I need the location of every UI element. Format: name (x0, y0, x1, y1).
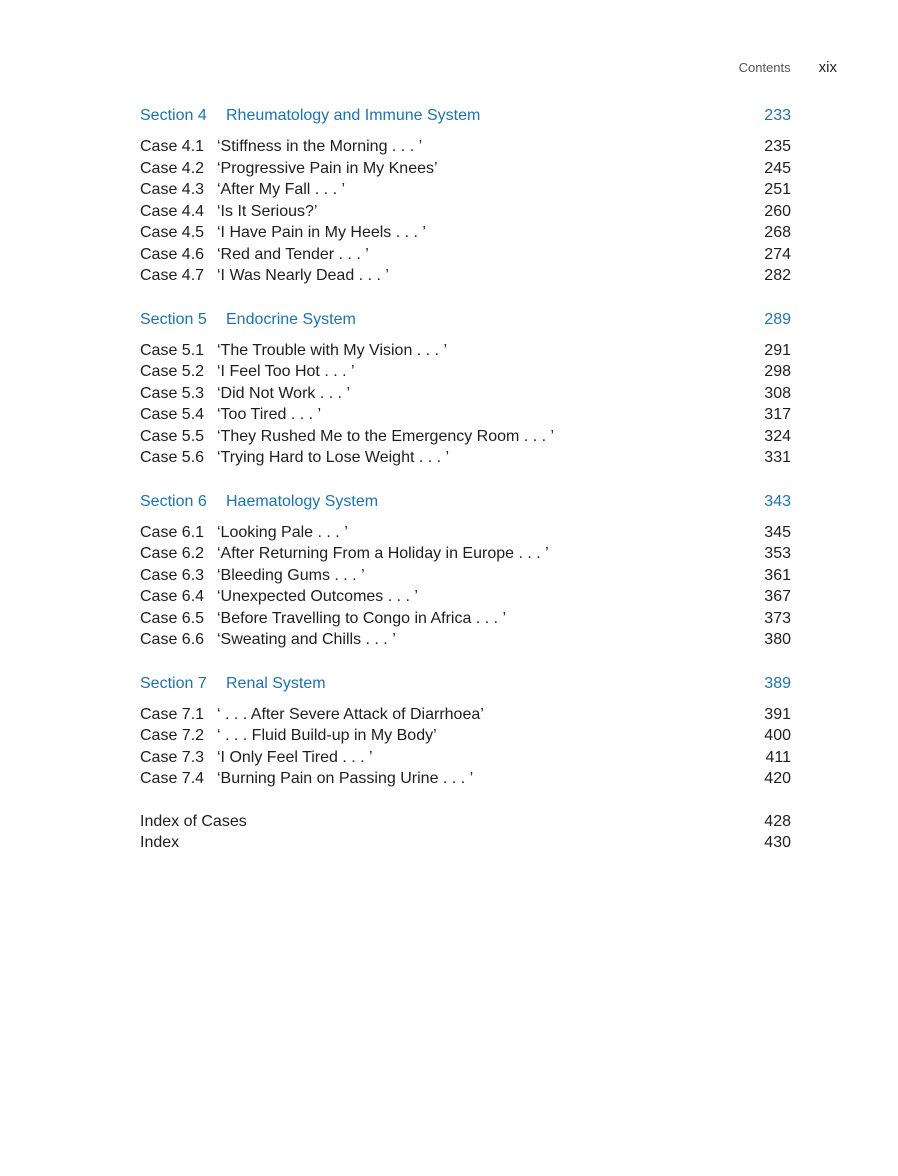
toc-section (140, 490, 791, 651)
section-title: Renal System (226, 674, 326, 692)
case-label: Case 7.4 (140, 770, 205, 787)
toc-case-entry[interactable] (140, 361, 791, 383)
section-page: 343 (764, 492, 791, 510)
case-page: 400 (764, 727, 791, 744)
toc-case-entry[interactable] (140, 426, 791, 448)
case-label: Case 5.5 (140, 427, 205, 445)
section-heading[interactable] (140, 104, 791, 128)
section-heading[interactable] (140, 308, 791, 332)
back-matter (140, 811, 791, 854)
toc-section (140, 104, 791, 287)
case-page: 331 (764, 449, 791, 466)
case-page: 367 (764, 588, 791, 605)
section-heading[interactable] (140, 490, 791, 514)
running-title: Contents (738, 60, 791, 75)
section-label: Section 5 (140, 310, 207, 328)
case-page: 317 (764, 406, 791, 423)
toc-case-entry[interactable] (140, 265, 791, 287)
case-label: Case 5.1 (140, 341, 205, 359)
back-matter-page: 428 (764, 812, 791, 830)
case-title: ‘After Returning From a Holiday in Europe . . . ’ (217, 545, 549, 562)
toc-case-entry[interactable] (140, 222, 791, 244)
section-page: 289 (764, 310, 791, 328)
back-matter-page: 430 (764, 834, 791, 851)
case-title: ‘I Was Nearly Dead . . . ’ (217, 267, 389, 284)
case-label: Case 6.6 (140, 631, 205, 648)
case-title: ‘Too Tired . . . ’ (217, 406, 322, 423)
toc-case-entry[interactable] (140, 404, 791, 426)
case-label: Case 6.5 (140, 609, 205, 627)
case-page: 235 (764, 138, 791, 155)
case-title: ‘Unexpected Outcomes . . . ’ (217, 588, 418, 605)
case-title: ‘Before Travelling to Congo in Africa . . . ’ (217, 609, 507, 627)
toc-case-entry[interactable] (140, 629, 791, 651)
case-page: 251 (764, 181, 791, 198)
case-page: 345 (764, 523, 791, 541)
toc-case-entry[interactable] (140, 447, 791, 469)
section-title: Endocrine System (226, 310, 356, 328)
case-label: Case 4.4 (140, 202, 205, 220)
case-title: ‘Is It Serious?’ (217, 202, 318, 220)
case-label: Case 6.4 (140, 588, 205, 605)
toc-case-entry[interactable] (140, 136, 791, 158)
case-label: Case 4.3 (140, 181, 205, 198)
toc-case-entry[interactable] (140, 383, 791, 405)
case-label: Case 5.2 (140, 363, 205, 380)
section-page: 233 (764, 107, 791, 124)
section-title: Rheumatology and Immune System (226, 107, 481, 124)
case-page: 353 (764, 545, 791, 562)
toc-case-entry[interactable] (140, 747, 791, 769)
case-title: ‘I Only Feel Tired . . . ’ (217, 748, 373, 766)
case-title: ‘Burning Pain on Passing Urine . . . ’ (217, 770, 474, 787)
case-label: Case 6.1 (140, 523, 205, 541)
case-title: ‘Trying Hard to Lose Weight . . . ’ (217, 449, 450, 466)
back-matter-title: Index (140, 834, 180, 851)
case-page: 373 (764, 609, 791, 627)
case-label: Case 7.3 (140, 748, 205, 766)
section-label: Section 6 (140, 492, 207, 510)
case-page: 298 (764, 363, 791, 380)
page-number: xix (818, 59, 837, 76)
back-matter-entry[interactable] (140, 811, 791, 833)
case-label: Case 7.2 (140, 727, 205, 744)
toc-case-entry[interactable] (140, 340, 791, 362)
section-title: Haematology System (226, 492, 379, 510)
case-title: ‘ . . . After Severe Attack of Diarrhoea’ (217, 705, 484, 723)
toc-case-entry[interactable] (140, 543, 791, 565)
case-title: ‘Sweating and Chills . . . ’ (217, 631, 396, 648)
case-title: ‘The Trouble with My Vision . . . ’ (217, 341, 448, 359)
back-matter-entry[interactable] (140, 832, 791, 854)
toc-section (140, 672, 791, 790)
case-title: ‘Stiffness in the Morning . . . ’ (217, 138, 423, 155)
case-label: Case 7.1 (140, 705, 205, 723)
case-label: Case 5.6 (140, 449, 205, 466)
case-page: 391 (764, 705, 791, 723)
case-title: ‘I Feel Too Hot . . . ’ (217, 363, 355, 380)
section-page: 389 (764, 674, 791, 692)
case-title: ‘Did Not Work . . . ’ (217, 384, 351, 402)
toc-case-entry[interactable] (140, 704, 791, 726)
case-title: ‘Red and Tender . . . ’ (217, 245, 369, 263)
toc-case-entry[interactable] (140, 158, 791, 180)
case-title: ‘Looking Pale . . . ’ (217, 523, 348, 541)
case-label: Case 6.2 (140, 545, 205, 562)
case-title: ‘They Rushed Me to the Emergency Room . . . ’ (217, 427, 555, 445)
table-of-contents (140, 104, 791, 854)
toc-case-entry[interactable] (140, 608, 791, 630)
toc-case-entry[interactable] (140, 179, 791, 201)
case-page: 324 (764, 427, 791, 445)
case-title: ‘Progressive Pain in My Knees’ (217, 159, 438, 177)
running-head (739, 59, 837, 76)
case-page: 380 (764, 631, 791, 648)
toc-case-entry[interactable] (140, 586, 791, 608)
case-title: ‘ . . . Fluid Build-up in My Body’ (217, 727, 437, 744)
case-page: 361 (764, 566, 791, 584)
toc-case-entry[interactable] (140, 768, 791, 790)
case-label: Case 4.5 (140, 224, 205, 241)
case-page: 420 (764, 770, 791, 787)
case-label: Case 6.3 (140, 566, 205, 584)
case-label: Case 5.3 (140, 384, 205, 402)
section-label: Section 7 (140, 674, 207, 692)
section-heading[interactable] (140, 672, 791, 696)
case-title: ‘After My Fall . . . ’ (217, 181, 346, 198)
case-page: 411 (765, 748, 791, 766)
case-page: 274 (764, 245, 791, 263)
case-label: Case 4.1 (140, 138, 205, 155)
toc-case-entry[interactable] (140, 522, 791, 544)
case-label: Case 4.2 (140, 159, 205, 177)
toc-section (140, 308, 791, 469)
case-page: 308 (764, 384, 791, 402)
case-label: Case 4.6 (140, 245, 205, 263)
case-page: 245 (764, 159, 791, 177)
case-title: ‘Bleeding Gums . . . ’ (217, 566, 365, 584)
toc-case-entry[interactable] (140, 565, 791, 587)
toc-case-entry[interactable] (140, 244, 791, 266)
back-matter-title: Index of Cases (140, 812, 247, 830)
case-label: Case 4.7 (140, 267, 205, 284)
section-label: Section 4 (140, 107, 207, 124)
case-page: 291 (764, 341, 791, 359)
toc-case-entry[interactable] (140, 725, 791, 747)
case-page: 268 (764, 224, 791, 241)
case-page: 282 (764, 267, 791, 284)
case-page: 260 (764, 202, 791, 220)
toc-case-entry[interactable] (140, 201, 791, 223)
case-label: Case 5.4 (140, 406, 205, 423)
case-title: ‘I Have Pain in My Heels . . . ’ (217, 224, 426, 241)
